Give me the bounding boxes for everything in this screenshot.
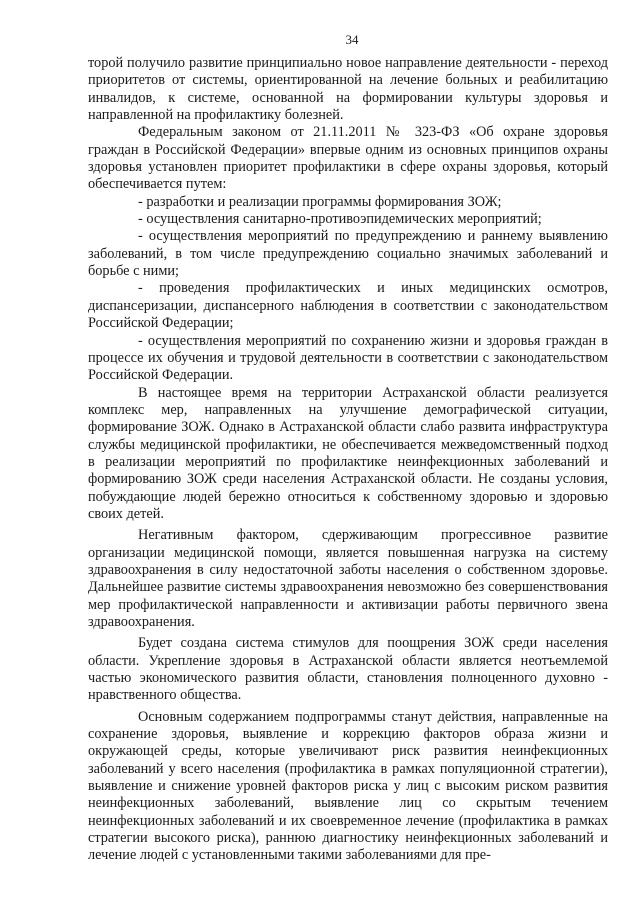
paragraph: Федеральным законом от 21.11.2011 № 323-ФЗ «Об охране здоровья граждан в Российской Федерации» впервые одним из основных принципов охраны здоровья установлен приоритет профилактики в сфере охраны здоровья, который обеспечивается путем: (88, 124, 608, 193)
list-item: - осуществления мероприятий по предупреждению и раннему выявлению заболеваний, в том числе предупреждению социально значимых заболеваний и борьбе с ними; (88, 228, 608, 280)
document-body (88, 55, 608, 865)
page-number: 34 (345, 32, 359, 47)
list-item: - осуществления мероприятий по сохранению жизни и здоровья граждан в процессе их обучения и трудовой деятельности в соответствии с законодательством Российской Федерации. (88, 332, 608, 384)
paragraph: Будет создана система стимулов для поощрения ЗОЖ среди населения области. Укрепление здоровья в Астраханской области является неотъемлемой частью экономического развития области, становления полноценного духовно - нравственного общества. (88, 635, 608, 704)
list-item: - осуществления санитарно-противоэпидемических мероприятий; (138, 211, 542, 228)
paragraph: Основным содержанием подпрограммы станут действия, направленные на сохранение здоровья, выявление и коррекцию факторов образа жизни и окружающей среды, которые увеличивают риск развития неинфекционных заболеваний у всего населения (профилактика в рамках популяционной стратегии), выявление и снижение уровней факторов риска у лиц с высоким риском развития неинфекционных заболеваний, выявление лиц со скрытым течением неинфекционных заболеваний и их своевременное лечение (профилактика в рамках стратегии высокого риска), раннюю диагностику неинфекционных заболеваний и лечение людей с установленными такими заболеваниями для пре- (88, 708, 608, 864)
paragraph: Негативным фактором, сдерживающим прогрессивное развитие организации медицинской помощи, является повышенная нагрузка на систему здравоохранения в силу недостаточной заботы населения о собственном здоровье. Дальнейшее развитие системы здравоохранения невозможно без совершенствования мер профилактической направленности и активизации работы первичного звена здравоохранения. (88, 527, 608, 630)
list-item: - разработки и реализации программы формирования ЗОЖ; (138, 193, 502, 210)
list-item: - проведения профилактических и иных медицинских осмотров, диспансеризации, диспансерного наблюдения в соответствии с законодательством Российской Федерации; (88, 280, 608, 332)
paragraph: торой получило развитие принципиально новое направление деятельности - переход приоритетов от системы, ориентированной на лечение больных и реабилитацию инвалидов, к системе, основанной на формировании культуры здоровья и направленной на профилактику болезней. (88, 55, 608, 124)
document-page (88, 32, 608, 865)
paragraph: В настоящее время на территории Астраханской области реализуется комплекс мер, направленных на улучшение демографической ситуации, формирование ЗОЖ. Однако в Астраханской области слабо развита инфраструктура службы медицинской профилактики, не обеспечивается межведомственный подход в реализации мероприятий по профилактике неинфекционных заболеваний и формированию ЗОЖ среди населения Астраханской области. Не созданы условия, побуждающие людей бережно относиться к собственному здоровью и здоровью своих детей. (88, 384, 608, 522)
